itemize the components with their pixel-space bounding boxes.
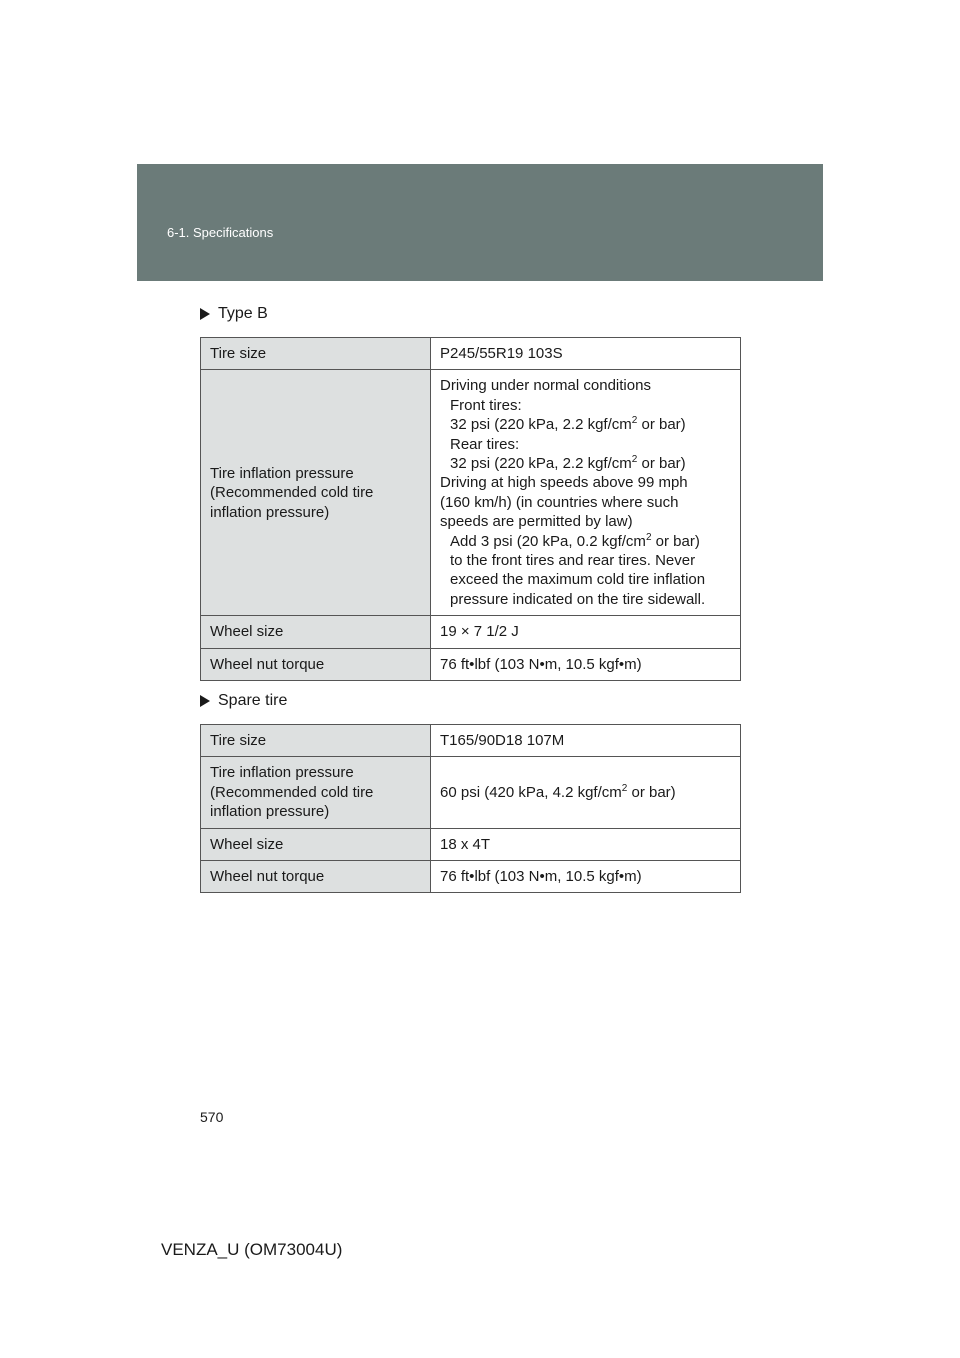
spare-nut-torque-value: 76 ft•lbf (103 N•m, 10.5 kgf•m) bbox=[431, 861, 741, 893]
spare-nut-torque-label: Wheel nut torque bbox=[201, 861, 431, 893]
front-pressure: 32 psi (220 kPa, 2.2 kgf/$cm^2$ or bar) bbox=[450, 415, 686, 434]
nut-torque-label: Wheel nut torque bbox=[201, 648, 431, 680]
spare-pressure-label: Tire inflation pressure (Recommended cold tire inflation pressure) bbox=[201, 757, 431, 828]
spare-pressure-value: 60 psi (420 kPa, 4.2 kgf/$cm^2$ or bar) bbox=[431, 757, 741, 828]
wheel-size-value: 19 × 7 1/2 J bbox=[431, 616, 741, 648]
triangle-bullet-icon bbox=[200, 695, 210, 707]
high-speed-add: Add 3 psi (20 kPa, 0.2 kgf/$cm^2$ or bar) bbox=[450, 531, 700, 550]
table-row bbox=[201, 370, 741, 616]
spare-wheel-size-label: Wheel size bbox=[201, 828, 431, 860]
spare-tire-label: Spare tire bbox=[218, 692, 288, 709]
table-row bbox=[201, 757, 741, 828]
document-footer: VENZA_U (OM73004U) bbox=[161, 1240, 343, 1259]
table-row bbox=[201, 338, 741, 370]
wheel-size-label: Wheel size bbox=[201, 616, 431, 648]
rear-pressure: 32 psi (220 kPa, 2.2 kgf/$cm^2$ or bar) bbox=[450, 454, 686, 473]
pressure-value: Driving under normal conditions Front tires: 32 psi (220 kPa, 2.2 kgf/$cm^2$ or bar) Rear tires: 32 psi (220 kPa, 2.2 kgf/$cm^2$ or bar) Driving at high speeds above 99 mph (160 km/h) (in countries where such speeds are permitted by law) Add 3 psi (20 kPa, 0.2 kgf/$cm^2$ or bar) to the front tires and rear tires. Never exceed the maximum cold tire inflation pressure indicated on the tire sidewall. bbox=[431, 370, 741, 616]
table-row bbox=[201, 861, 741, 893]
spare-tire-size-value: T165/90D18 107M bbox=[431, 725, 741, 757]
spare-tire-heading bbox=[200, 692, 287, 710]
tire-size-value: P245/55R19 103S bbox=[431, 338, 741, 370]
table-row bbox=[201, 648, 741, 680]
section-title: 6-1. Specifications bbox=[167, 225, 274, 240]
tire-size-label: Tire size bbox=[201, 338, 431, 370]
spare-wheel-size-value: 18 x 4T bbox=[431, 828, 741, 860]
spare-tire-spec-table bbox=[200, 724, 741, 893]
type-b-spec-table bbox=[200, 337, 741, 681]
spare-tire-size-label: Tire size bbox=[201, 725, 431, 757]
type-b-heading bbox=[200, 305, 268, 323]
triangle-bullet-icon bbox=[200, 308, 210, 320]
table-row bbox=[201, 725, 741, 757]
nut-torque-value: 76 ft•lbf (103 N•m, 10.5 kgf•m) bbox=[431, 648, 741, 680]
table-row bbox=[201, 828, 741, 860]
section-header-bar bbox=[137, 164, 823, 281]
table-row bbox=[201, 616, 741, 648]
page-number: 570 bbox=[200, 1109, 224, 1125]
type-b-label: Type B bbox=[218, 305, 268, 322]
pressure-label: Tire inflation pressure (Recommended cold tire inflation pressure) bbox=[201, 370, 431, 616]
